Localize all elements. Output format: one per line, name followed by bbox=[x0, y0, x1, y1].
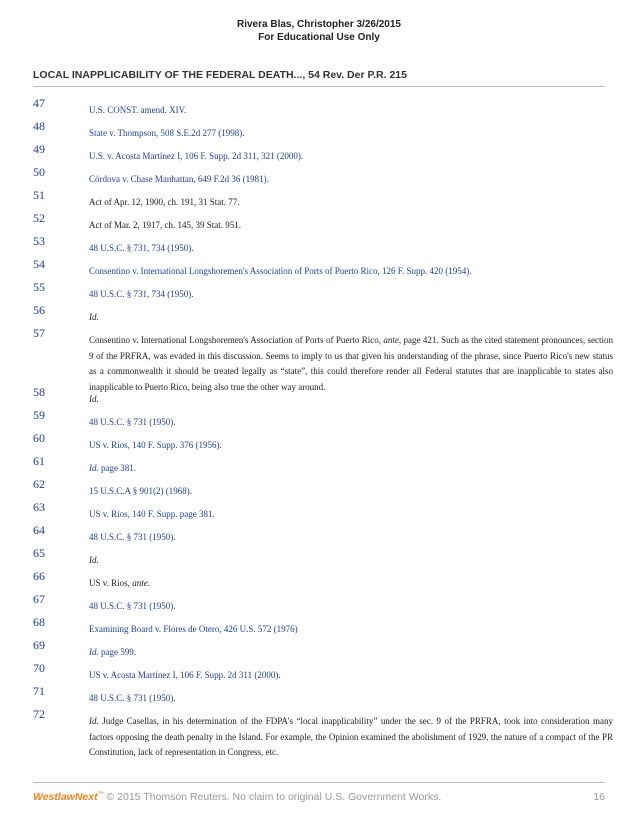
footnote-text bbox=[89, 241, 613, 257]
footnote-number[interactable]: 64 bbox=[33, 523, 45, 537]
footnote-number[interactable]: 53 bbox=[33, 234, 45, 248]
westlaw-brand-text: WestlawNext bbox=[33, 791, 98, 803]
footnote-number[interactable]: 47 bbox=[33, 96, 45, 110]
footnote-number[interactable]: 68 bbox=[33, 615, 45, 629]
footnote-number[interactable]: 57 bbox=[33, 326, 45, 340]
footnote-number[interactable]: 66 bbox=[33, 569, 45, 583]
copyright-notice: © 2015 Thomson Reuters. No claim to original U.S. Government Works. bbox=[103, 791, 442, 803]
footnote-text bbox=[89, 691, 613, 707]
footnote-number[interactable]: 50 bbox=[33, 165, 45, 179]
footnote-number[interactable]: 65 bbox=[33, 546, 45, 560]
footnote-number[interactable]: 48 bbox=[33, 119, 45, 133]
footnote-text bbox=[89, 668, 613, 684]
citation-link[interactable]: page 599. bbox=[98, 647, 136, 657]
footnote-number[interactable]: 62 bbox=[33, 477, 45, 491]
footnote-text bbox=[89, 149, 613, 165]
page-number: 16 bbox=[593, 791, 605, 803]
footnote-text bbox=[89, 195, 613, 211]
footnote-text bbox=[89, 333, 613, 395]
footnote-text-segment: . bbox=[147, 578, 150, 588]
footnote-number[interactable]: 72 bbox=[33, 707, 45, 721]
footnote-text bbox=[89, 622, 613, 638]
footnote-text bbox=[89, 645, 613, 661]
trademark-mark: ™ bbox=[97, 791, 104, 798]
citation-link[interactable]: U.S. CONST. amend. XIV. bbox=[89, 105, 187, 115]
footnote-number[interactable]: 59 bbox=[33, 408, 45, 422]
citation-link[interactable]: 48 U.S.C. § 731 (1950). bbox=[89, 601, 176, 611]
citation-link[interactable]: Consentino v. International Longshoremen's Association of Ports of Puerto Rico, 126 F. Supp. 420 (1954). bbox=[89, 266, 472, 276]
footnote-number[interactable]: 49 bbox=[33, 142, 45, 156]
footnote-number[interactable]: 70 bbox=[33, 661, 45, 675]
westlaw-logo bbox=[33, 791, 104, 803]
footnote-text bbox=[89, 599, 613, 615]
footnote-number[interactable]: 63 bbox=[33, 500, 45, 514]
footnote-text bbox=[89, 264, 613, 280]
footnote-text-segment: Id. bbox=[89, 716, 99, 726]
footnote-text-segment: Act of Apr. 12, 1900, ch. 191, 31 Stat. 77. bbox=[89, 197, 240, 207]
footnote-number[interactable]: 56 bbox=[33, 303, 45, 317]
footnote-text bbox=[89, 530, 613, 546]
citation-link[interactable]: 48 U.S.C. § 731 (1950). bbox=[89, 417, 176, 427]
footnote-number[interactable]: 67 bbox=[33, 592, 45, 606]
citation-link[interactable]: Id. bbox=[89, 463, 99, 473]
footnote-text bbox=[89, 392, 613, 408]
document-title: LOCAL INAPPLICABILITY OF THE FEDERAL DEATH..., 54 Rev. Der P.R. 215 bbox=[33, 69, 407, 81]
footnote-text bbox=[89, 576, 613, 592]
footnote-number[interactable]: 51 bbox=[33, 188, 45, 202]
citation-link[interactable]: State v. Thompson, 508 S.E.2d 277 (1998). bbox=[89, 128, 245, 138]
footnote-text bbox=[89, 172, 613, 188]
citation-link[interactable]: US v. Ríos, 140 F. Supp. page 381. bbox=[89, 509, 215, 519]
footnote-text bbox=[89, 103, 613, 119]
citation-link[interactable]: US v. Acosta Martínez I, 106 F. Supp. 2d 311 (2000). bbox=[89, 670, 281, 680]
citation-link[interactable]: Id. bbox=[89, 647, 99, 657]
footnote-text bbox=[89, 714, 613, 761]
footnote-text-segment: , page 421. Such as the cited statement pronounces, section 9 of the PRFRA, was evaded in this discussion. Seems to imply to us that given his understanding of the phrase, since Puerto Rico's new status as a commonwealth it should be treated legally as “state”, this could therefore render all Federal statutes that are inapplicable to states also inapplicable to Puerto Rico, being also true the other way around. bbox=[89, 335, 613, 392]
footnote-number[interactable]: 69 bbox=[33, 638, 45, 652]
footnote-text bbox=[89, 310, 613, 326]
citation-link[interactable]: 15 U.S.C.A § 901(2) (1968). bbox=[89, 486, 192, 496]
footnote-text-segment: Id. bbox=[89, 555, 99, 565]
footnote-number[interactable]: 58 bbox=[33, 385, 45, 399]
citation-link[interactable]: U.S. v. Acosta Martínez I, 106 F. Supp. 2d 311, 321 (2000). bbox=[89, 151, 304, 161]
footnote-text bbox=[89, 287, 613, 303]
footnote-text bbox=[89, 438, 613, 454]
footnote-number[interactable]: 54 bbox=[33, 257, 45, 271]
footnote-text-segment: ante bbox=[132, 578, 148, 588]
header-divider bbox=[33, 86, 605, 87]
citation-link[interactable]: Córdova v. Chase Manhattan, 649 F.2d 36 (1981). bbox=[89, 174, 269, 184]
footnote-number[interactable]: 52 bbox=[33, 211, 45, 225]
footnote-text bbox=[89, 507, 613, 523]
citation-link[interactable]: 48 U.S.C. § 731, 734 (1950). bbox=[89, 289, 194, 299]
footnote-text bbox=[89, 461, 613, 477]
footnote-number[interactable]: 61 bbox=[33, 454, 45, 468]
footnote-number[interactable]: 55 bbox=[33, 280, 45, 294]
citation-link[interactable]: Examining Board v. Flores de Otero, 426 U.S. 572 (1976) bbox=[89, 624, 298, 634]
footnote-text-segment: ante bbox=[383, 335, 399, 345]
page-header bbox=[0, 18, 638, 44]
footnote-number[interactable]: 60 bbox=[33, 431, 45, 445]
footnote-text-segment: Act of Mar. 2, 1917, ch. 145, 39 Stat. 951. bbox=[89, 220, 241, 230]
footnote-text-segment: Id. bbox=[89, 394, 99, 404]
footnote-text-segment: Consentino v. International Longshoremen's Association of Ports of Puerto Rico, bbox=[89, 335, 384, 345]
footnote-text-segment: Judge Casellas, in his determination of the FDPA's “local inapplicability” under the sec. 9 of the PRFRA, took into consideration many factors opposing the death penalty in the Island. For example, the Opinion examined the abolishment of 1929, the nature of a compact of the PR Constitution, lack of representation in Congress, etc. bbox=[89, 716, 613, 757]
footnote-text bbox=[89, 484, 613, 500]
citation-link[interactable]: 48 U.S.C. § 731 (1950). bbox=[89, 693, 176, 703]
header-line-1: Rivera Blas, Christopher 3/26/2015 bbox=[237, 19, 401, 30]
citation-link[interactable]: 48 U.S.C. § 731, 734 (1950). bbox=[89, 243, 194, 253]
page-footer bbox=[33, 791, 605, 803]
footnote-text-segment: Id. bbox=[89, 312, 99, 322]
citation-link[interactable]: US v. Ríos, 140 F. Supp. 376 (1956). bbox=[89, 440, 222, 450]
footnote-text bbox=[89, 415, 613, 431]
footnote-number[interactable]: 71 bbox=[33, 684, 45, 698]
citation-link[interactable]: 48 U.S.C. § 731 (1950). bbox=[89, 532, 176, 542]
citation-link[interactable]: page 381. bbox=[98, 463, 136, 473]
footnote-text bbox=[89, 126, 613, 142]
footnote-text bbox=[89, 218, 613, 234]
footnote-text-segment: US v. Ríos, bbox=[89, 578, 133, 588]
footer-divider bbox=[33, 782, 605, 783]
footnote-text bbox=[89, 553, 613, 569]
header-line-2: For Educational Use Only bbox=[258, 32, 380, 43]
